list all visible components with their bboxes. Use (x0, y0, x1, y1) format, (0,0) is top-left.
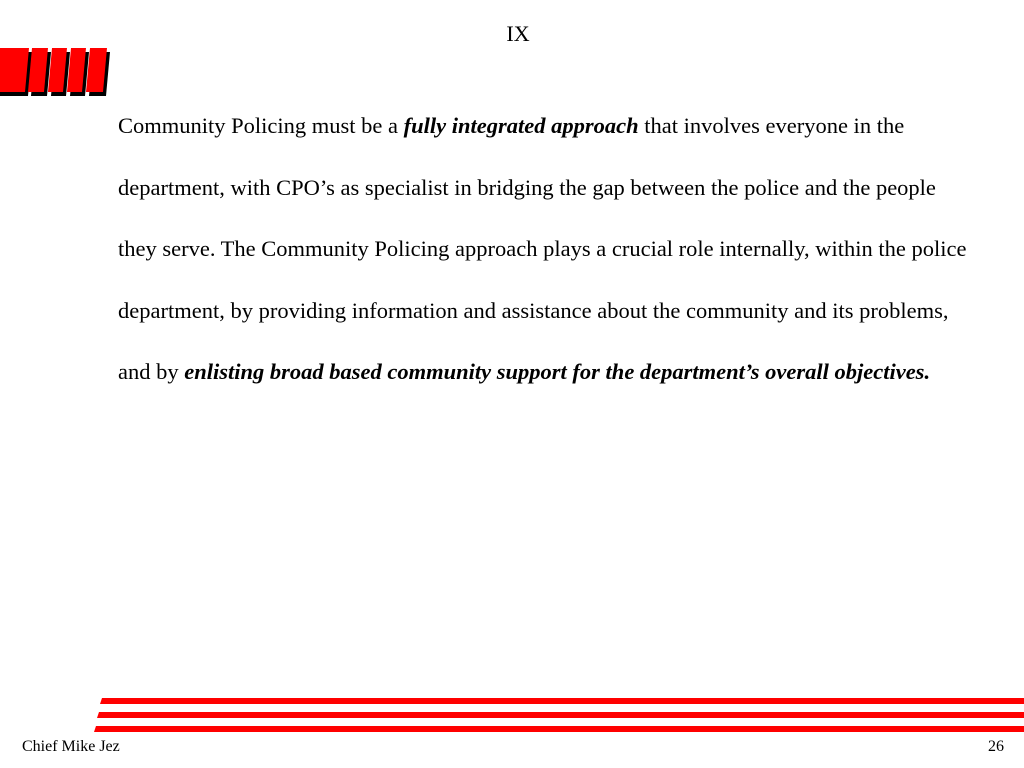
emphasis-fully-integrated: fully integrated approach (403, 113, 639, 138)
emphasis-community-support: enlisting broad based community support for the department’s overall objectives. (184, 359, 931, 384)
stripe-1 (100, 698, 1024, 704)
red-bars-logo (0, 44, 120, 104)
footer-author: Chief Mike Jez (22, 738, 120, 755)
stripe-2 (97, 712, 1024, 718)
body-text-intro: Community Policing must be a (118, 113, 404, 138)
logo-bars (0, 48, 107, 92)
body-text-middle: that involves everyone in the department, with CPO’s as specialist in bridging the gap between the police and the people they serve. The Community Policing approach plays a crucial role internally, within the police department, by providing information and assistance about the community and its problems, and by (118, 113, 967, 384)
page-number: 26 (988, 738, 1004, 755)
footer-red-stripes (94, 698, 1024, 738)
slide-body-text (118, 95, 978, 403)
stripe-3 (94, 726, 1024, 732)
slide-heading: IX (506, 21, 530, 46)
